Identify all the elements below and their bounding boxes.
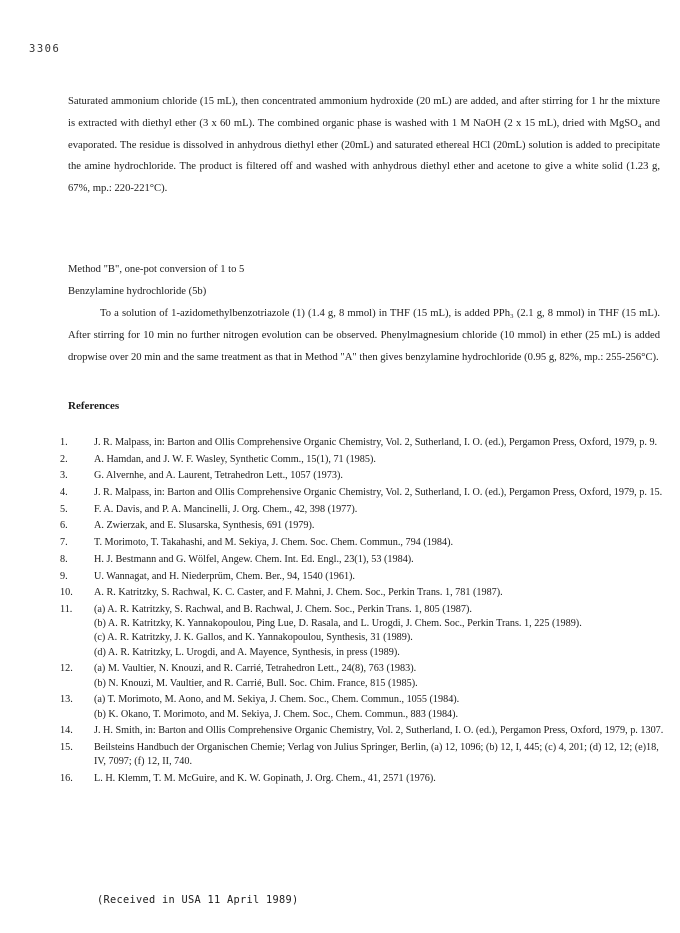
reference-number: 14. [60, 725, 73, 737]
reference-text: (b) K. Okano, T. Morimoto, and M. Sekiya, J. Chem. Soc., Chem. Commun., 883 (1984). [94, 708, 459, 720]
reference-number: 3. [60, 470, 68, 482]
reference-text: T. Morimoto, T. Takahashi, and M. Sekiya, J. Chem. Soc. Chem. Commun., 794 (1984). [94, 537, 454, 549]
reference-number: 16. [60, 773, 73, 785]
reference-text: (c) A. R. Katritzky, J. K. Gallos, and K. Yannakopoulou, Synthesis, 31 (1989). [94, 632, 413, 644]
reference-text: (a) T. Morimoto, M. Aono, and M. Sekiya, J. Chem. Soc., Chem. Commun., 1055 (1984). [94, 694, 460, 706]
reference-number: 7. [60, 537, 68, 549]
reference-number: 2. [60, 453, 68, 465]
reference-text: (d) A. R. Katritzky, L. Urogdi, and A. Mayence, Synthesis, in press (1989). [94, 646, 400, 658]
reference-item [60, 693, 665, 722]
reference-item [60, 553, 665, 567]
reference-text: (b) A. R. Katritzky, K. Yannakopoulou, Ping Lue, D. Rasala, and L. Urogdi, J. Chem. Soc., Perkin Trans. 1, 225 (1989). [94, 618, 582, 630]
reference-text: J. R. Malpass, in: Barton and Ollis Comprehensive Organic Chemistry, Vol. 2, Sutherland, I. O. (ed.), Pergamon Press, Oxford, 1979, p. 15. [94, 487, 663, 499]
reference-item [60, 603, 665, 660]
references-list [60, 436, 665, 786]
reference-number: 8. [60, 553, 68, 565]
reference-item [60, 586, 665, 600]
reference-text: J. H. Smith, in: Barton and Ollis Comprehensive Organic Chemistry, Vol. 2, Sutherland, I. O. (ed.), Pergamon Press, Oxford, 1979, p. 1307. [94, 725, 664, 737]
reference-item [60, 570, 665, 584]
reference-item [60, 436, 665, 450]
compound-title: Benzylamine hydrochloride (5b) [68, 285, 207, 297]
reference-text: F. A. Davis, and P. A. Mancinelli, J. Org. Chem., 42, 398 (1977). [94, 503, 358, 515]
reference-text: (a) A. R. Katritzky, S. Rachwal, and B. Rachwal, J. Chem. Soc., Perkin Trans. 1, 805 (1987). [94, 603, 472, 615]
references-heading: References [68, 400, 120, 412]
reference-text: J. R. Malpass, in: Barton and Ollis Comprehensive Organic Chemistry, Vol. 2, Sutherland, I. O. (ed.), Pergamon Press, Oxford, 1979, p. 9. [94, 437, 658, 448]
reference-text: A. R. Katritzky, S. Rachwal, K. C. Caster, and F. Mahni, J. Chem. Soc., Perkin Trans. 1, 781 (1987). [94, 587, 503, 599]
reference-item [60, 469, 665, 483]
experimental-paragraph-1: Saturated ammonium chloride (15 mL), then concentrated ammonium hydroxide (20 mL) are added, and after stirring for 1 hr the mixture is extracted with diethyl ether (3 x 60 mL). The combined organic phase is washed with 1 M NaOH (2 x 15 mL), dried with MgSO₄ and evaporated. The residue is dissolved in anhydrous diethyl ether (20mL) and saturated ethereal HCl (20mL) solution is added to precipitate the amine hydrochloride. The product is filtered off and washed with anhydrous diethyl ether and acetone to give a white solid (1.23 g, 67%, mp.: 220-221°C). [68, 96, 660, 195]
reference-item [60, 486, 665, 500]
reference-item [60, 741, 665, 770]
reference-number: 9. [60, 570, 68, 582]
reference-text: (a) M. Vaultier, N. Knouzi, and R. Carrié, Tetrahedron Lett., 24(8), 763 (1983). [94, 663, 417, 675]
reference-item [60, 724, 665, 738]
reference-number: 15. [60, 742, 73, 754]
reference-text: U. Wannagat, and H. Niederprüm, Chem. Ber., 94, 1540 (1961). [94, 570, 355, 582]
reference-number: 10. [60, 587, 73, 599]
reference-number: 6. [60, 520, 68, 532]
reference-item [60, 503, 665, 517]
reference-number: 11. [60, 603, 73, 615]
method-block [68, 259, 244, 303]
reference-text: G. Alvernhe, and A. Laurent, Tetrahedron Lett., 1057 (1973). [94, 470, 343, 482]
reference-text: A. Hamdan, and J. W. F. Wasley, Synthetic Comm., 15(1), 71 (1985). [94, 453, 376, 465]
reference-number: 4. [60, 487, 68, 499]
reference-text: A. Zwierzak, and E. Slusarska, Synthesis, 691 (1979). [94, 520, 315, 532]
received-line: (Received in USA 11 April 1989) [97, 894, 299, 906]
reference-item [60, 519, 665, 533]
experimental-paragraph-2: To a solution of 1-azidomethylbenzotriazole (1) (1.4 g, 8 mmol) in THF (15 mL), is added PPh₃ (2.1 g, 8 mmol) in THF (15 mL). After stirring for 10 min no further nitrogen evolution can be observed. Phenylmagnesium chloride (10 mmol) in ether (25 mL) is added dropwise over 20 min and the same treatment as that in Method "A" then gives benzylamine hydrochloride (0.95 g, 82%, mp.: 255-256°C). [68, 308, 660, 363]
reference-text: Beilsteins Handbuch der Organischen Chemie; Verlag von Julius Springer, Berlin, (a) 12, 1096; (b) 12, I, 445; (c) 4, 201; (d) 12, 12; (e)18, IV, 7097; (f) 12, II, 740. [94, 742, 659, 768]
reference-number: 13. [60, 694, 73, 706]
reference-number: 1. [60, 437, 68, 448]
reference-text: H. J. Bestmann and G. Wölfel, Angew. Chem. Int. Ed. Engl., 23(1), 53 (1984). [94, 553, 414, 565]
reference-number: 12. [60, 663, 73, 675]
reference-text: L. H. Klemm, T. M. McGuire, and K. W. Gopinath, J. Org. Chem., 41, 2571 (1976). [94, 773, 436, 785]
reference-number: 5. [60, 503, 68, 515]
reference-item [60, 453, 665, 467]
reference-item [60, 536, 665, 550]
reference-item [60, 662, 665, 691]
method-title: Method "B", one-pot conversion of 1 to 5 [68, 264, 245, 275]
reference-item [60, 772, 665, 786]
page-number: 3306 [29, 43, 61, 55]
reference-text: (b) N. Knouzi, M. Vaultier, and R. Carrié, Bull. Soc. Chim. France, 815 (1985). [94, 677, 418, 689]
